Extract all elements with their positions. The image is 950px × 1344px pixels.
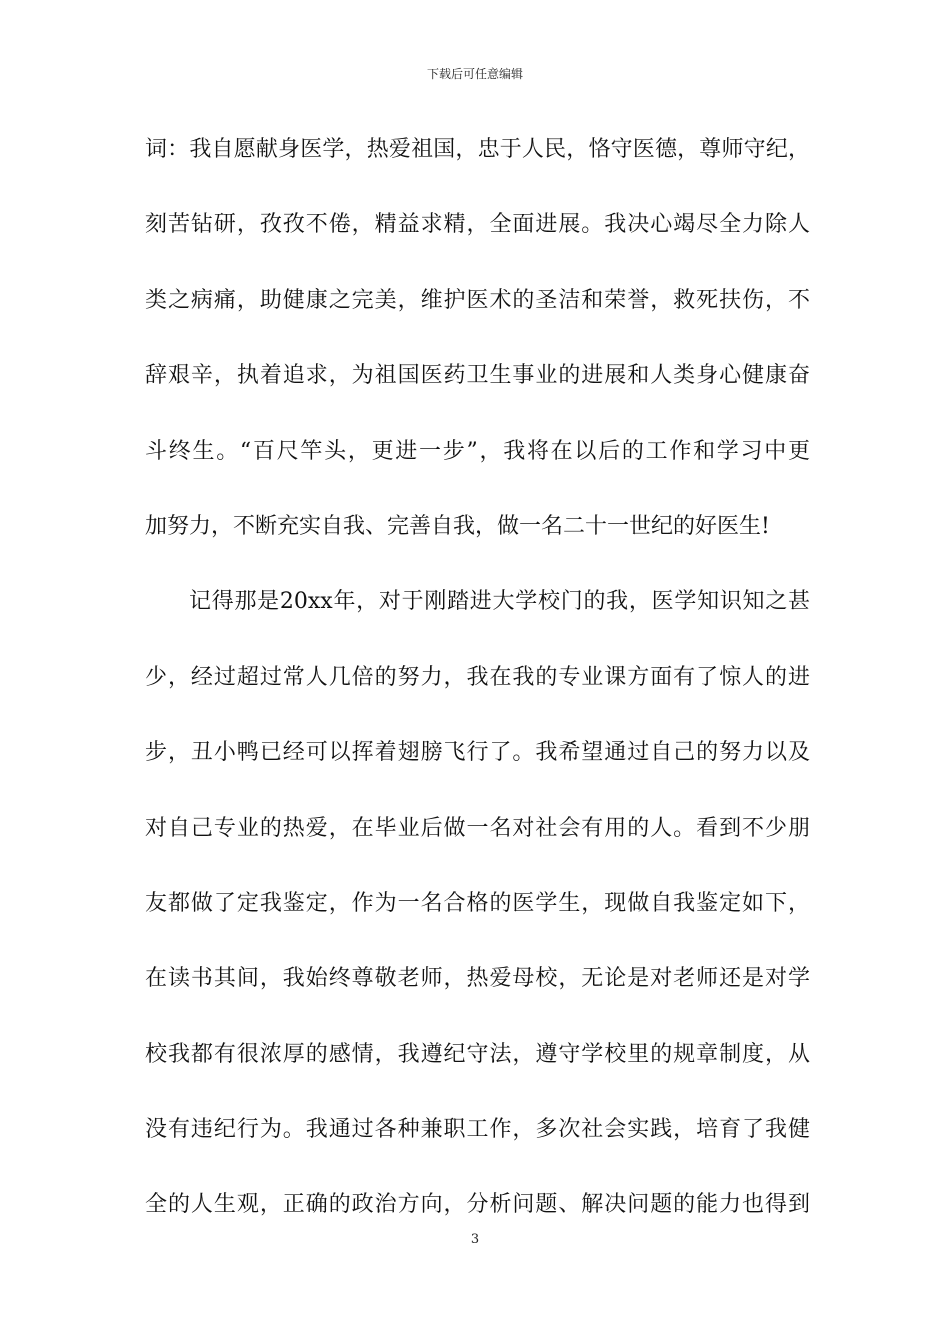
text-line: 没有违纪行为。我通过各种兼职工作，多次社会实践，培育了我健 [145,1117,810,1143]
page-number [0,1232,950,1248]
text-line: 对自己专业的热爱，在毕业后做一名对社会有用的人。看到不少朋 [145,815,810,841]
document-body [145,125,810,1256]
header-text: 下载后可任意编辑 [426,67,523,81]
text-line: 全的人生观，正确的政治方向，分析问题、解决问题的能力也得到 [145,1192,810,1218]
text-line: 词：我自愿献身医学，热爱祖国，忠于人民，恪守医德，尊师守纪， [145,137,810,162]
text-line: 记得那是20xx年，对于刚踏进大学校门的我，医学知识知之甚 [189,589,810,615]
text-line: 类之病痛，助健康之完美，维护医术的圣洁和荣誉，救死扶伤，不 [145,287,810,313]
text-line: 辞艰辛，执着追求，为祖国医药卫生事业的进展和人类身心健康奋 [145,363,810,389]
text-line: 刻苦钻研，孜孜不倦，精益求精，全面进展。我决心竭尽全力除人 [145,212,810,238]
text-line: 校我都有很浓厚的感情，我遵纪守法，遵守学校里的规章制度，从 [145,1041,810,1067]
text-line: 友都做了定我鉴定，作为一名合格的医学生，现做自我鉴定如下， [145,890,810,916]
text-line: 在读书其间，我始终尊敬老师，热爱母校，无论是对老师还是对学 [145,966,810,992]
page-number-text: 3 [470,1232,480,1247]
text-line: 斗终生。“百尺竿头，更进一步”，我将在以后的工作和学习中更 [145,438,810,464]
text-line: 加努力，不断充实自我、完善自我，做一名二十一世纪的好医生! [145,513,770,539]
text-line: 步，丑小鸭已经可以挥着翅膀飞行了。我希望通过自己的努力以及 [145,740,810,766]
page-header [0,66,950,82]
text-line: 少，经过超过常人几倍的努力，我在我的专业课方面有了惊人的进 [145,664,810,690]
